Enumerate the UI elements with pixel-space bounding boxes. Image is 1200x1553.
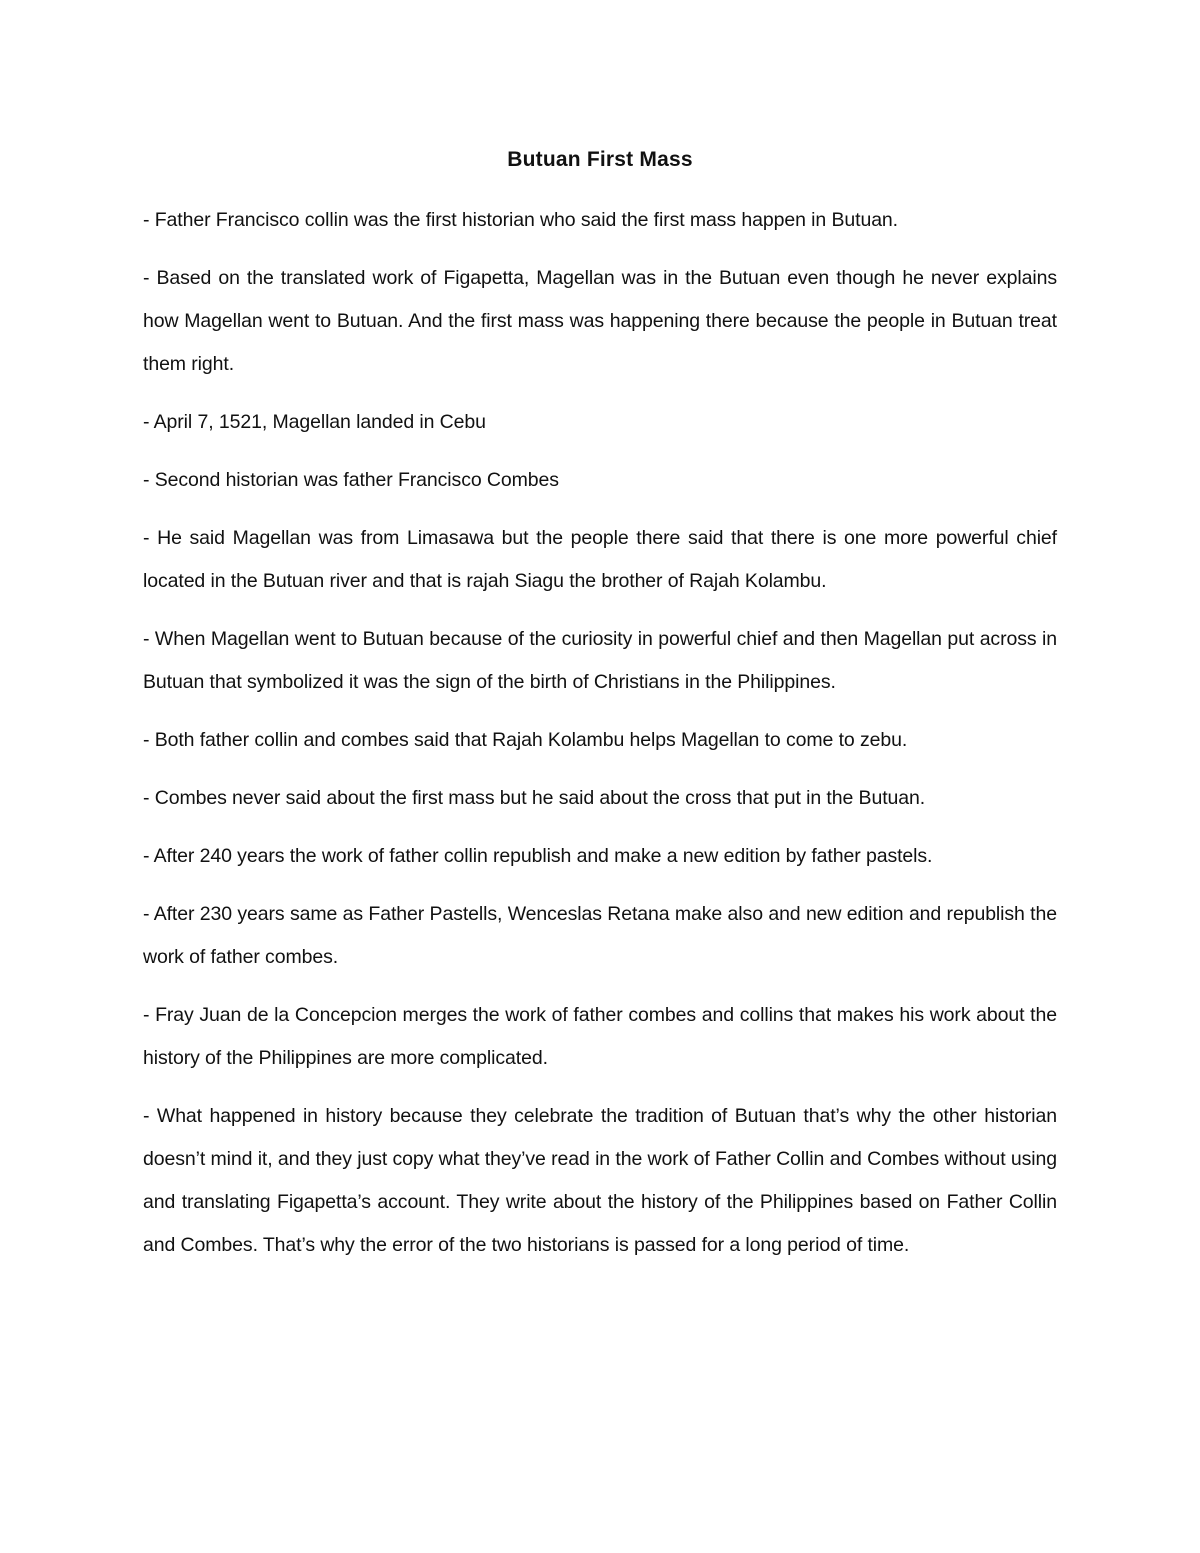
paragraph-12: - What happened in history because they celebrate the tradition of Butuan that’s why the other historian doesn’t mind it, and they just copy what they’ve read in the work of Father Collin and Combes without using and translating Figapetta’s account. They write about the history of the Philippines based on Father Collin and Combes. That’s why the error of the two historians is passed for a long period of time. (143, 1105, 1057, 1256)
paragraph-5: - He said Magellan was from Limasawa but the people there said that there is one more powerful chief located in the Butuan river and that is rajah Siagu the brother of Rajah Kolambu. (143, 527, 1057, 592)
paragraph-7: - Both father collin and combes said that Rajah Kolambu helps Magellan to come to zebu. (143, 729, 908, 751)
paragraph-8: - Combes never said about the first mass but he said about the cross that put in the Butuan. (143, 787, 926, 809)
paragraph-11: - Fray Juan de la Concepcion merges the work of father combes and collins that makes his work about the history of the Philippines are more complicated. (143, 1004, 1057, 1069)
paragraph-2: - Based on the translated work of Figapetta, Magellan was in the Butuan even though he never explains how Magellan went to Butuan. And the first mass was happening there because the people in Butuan treat them right. (143, 267, 1057, 375)
document-body (143, 143, 1057, 1282)
paragraph-3: - April 7, 1521, Magellan landed in Cebu (143, 411, 486, 433)
paragraph-4: - Second historian was father Francisco Combes (143, 469, 559, 491)
paragraph-6: - When Magellan went to Butuan because of the curiosity in powerful chief and then Magellan put across in Butuan that symbolized it was the sign of the birth of Christians in the Philippines. (143, 628, 1057, 693)
paragraph-9: - After 240 years the work of father collin republish and make a new edition by father pastels. (143, 845, 933, 867)
paragraph-1: - Father Francisco collin was the first historian who said the first mass happen in Butuan. (143, 209, 898, 231)
paragraph-10: - After 230 years same as Father Pastells, Wenceslas Retana make also and new edition and republish the work of father combes. (143, 903, 1057, 968)
page-title: Butuan First Mass (507, 148, 693, 171)
